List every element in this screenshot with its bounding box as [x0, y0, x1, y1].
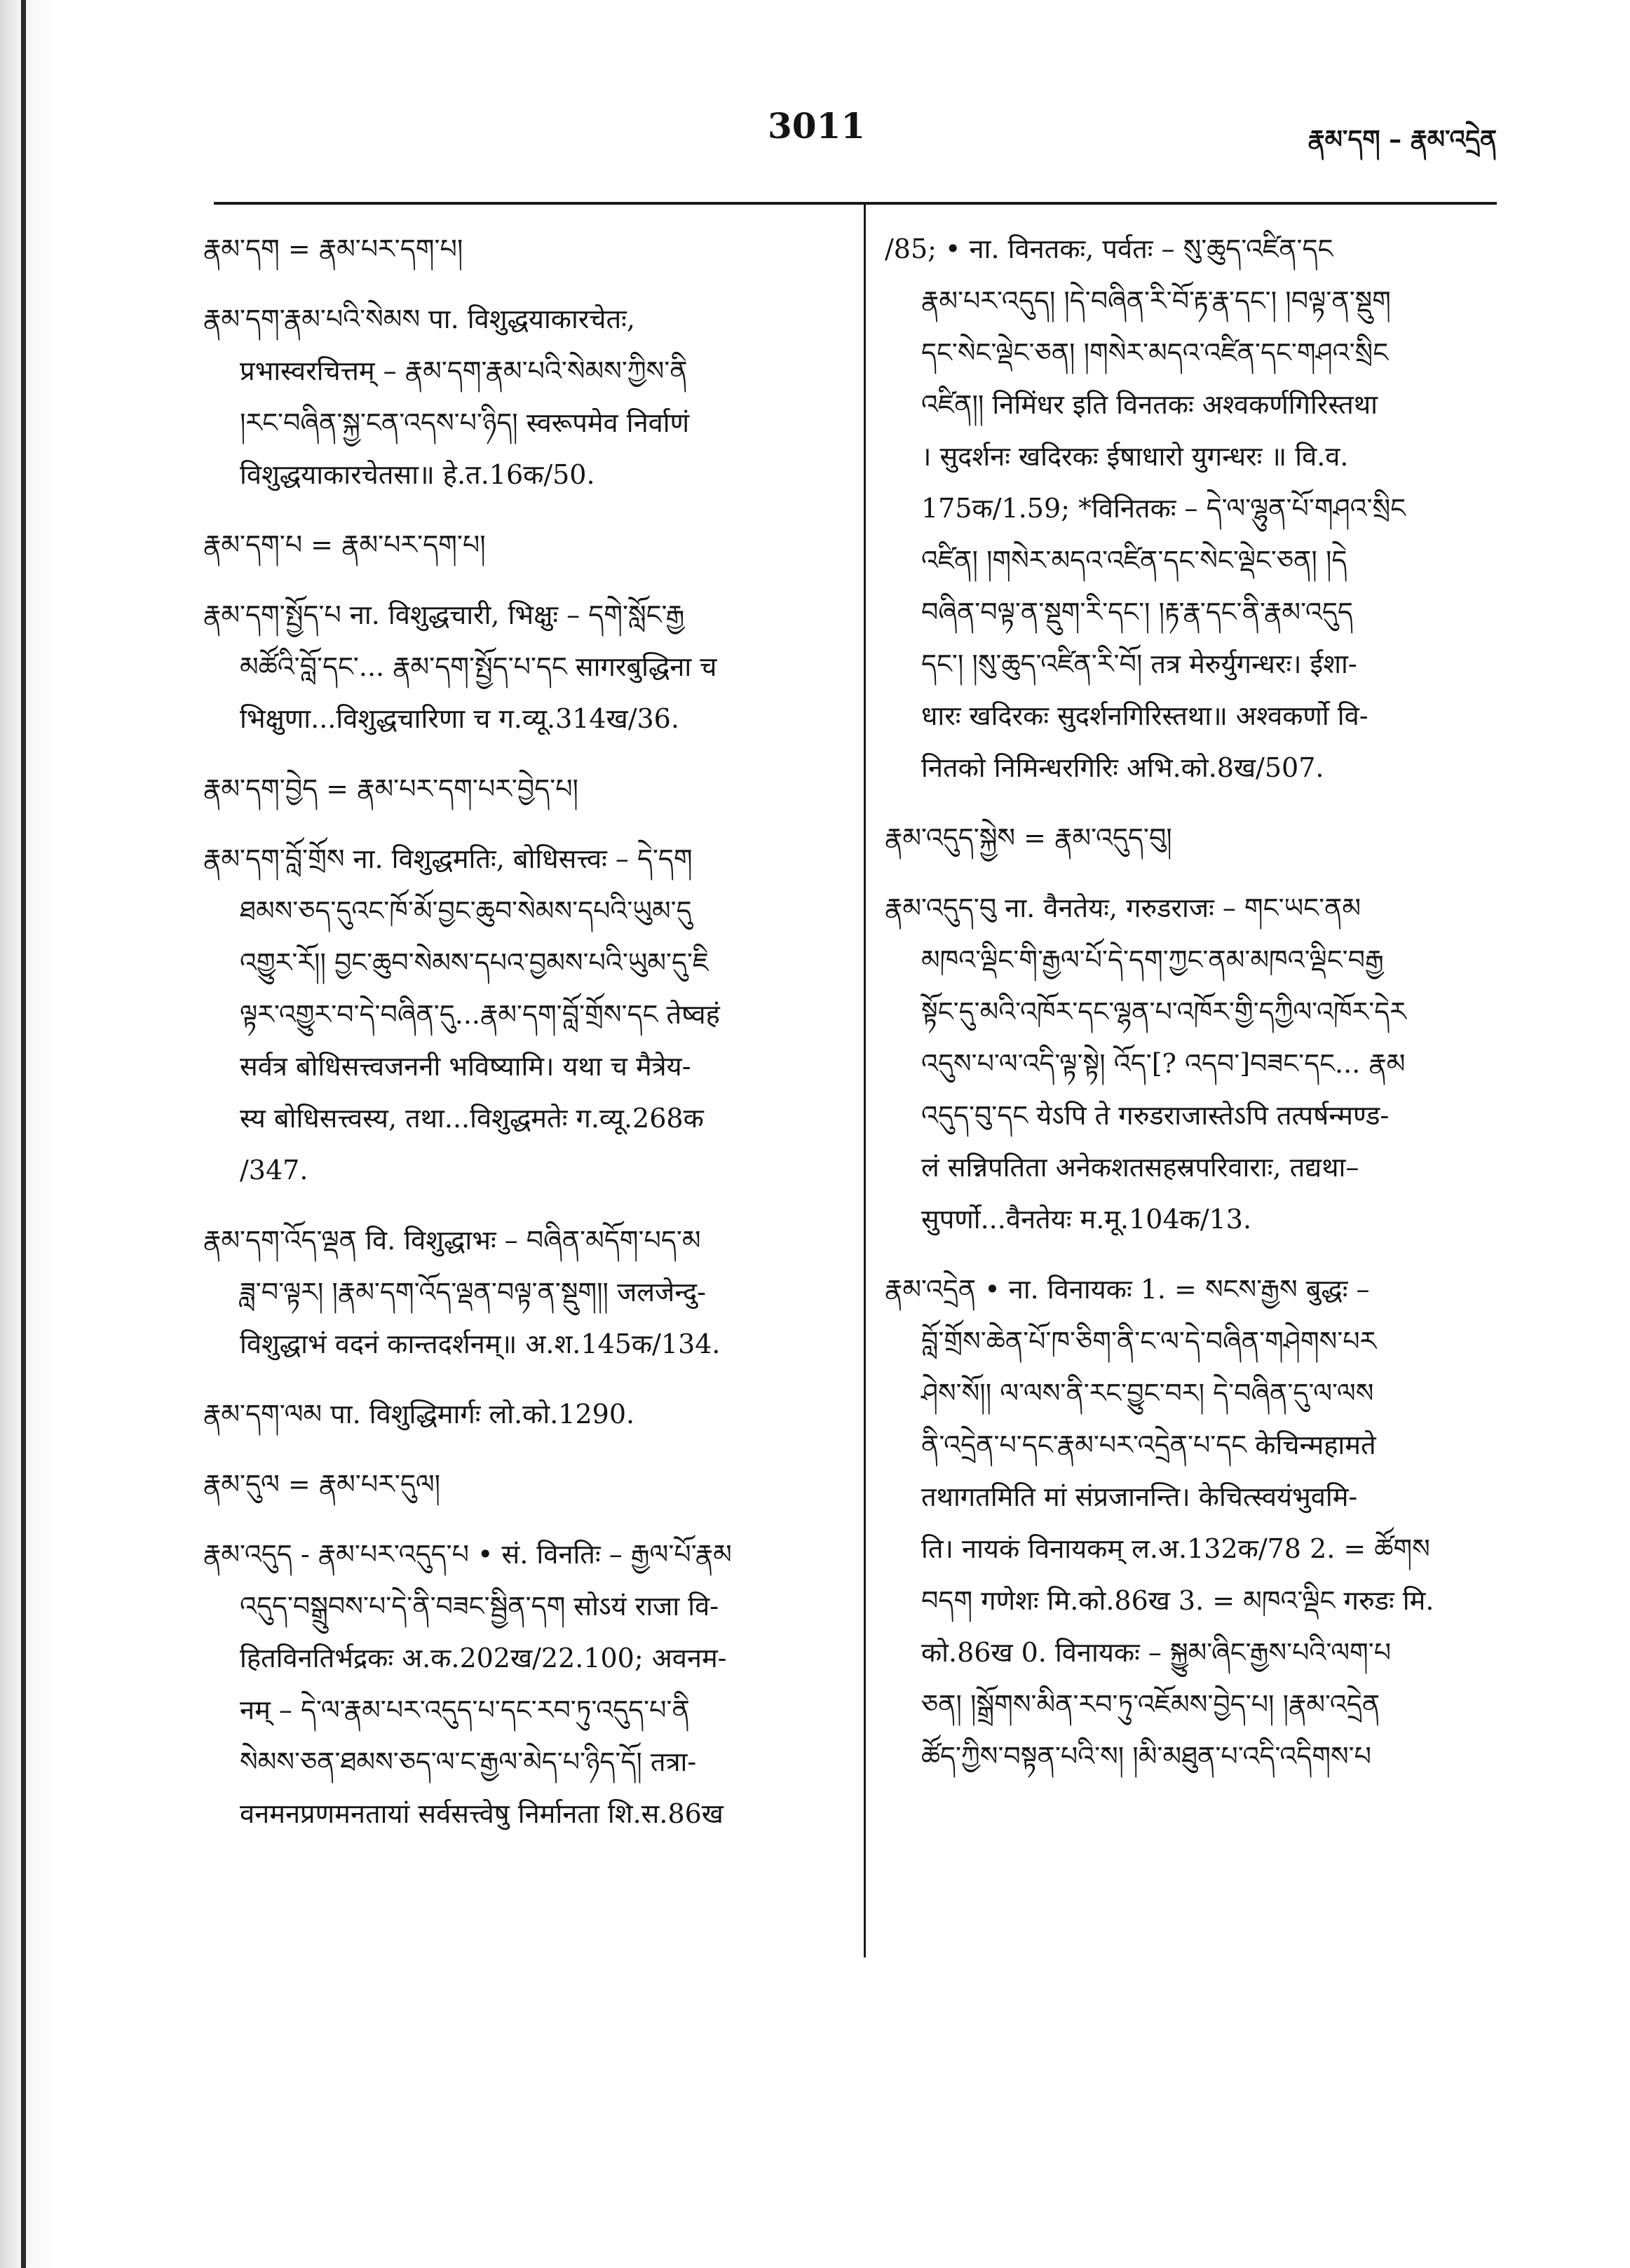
- entry-line: वनमनप्रणमनतायां सर्वसत्त्वेषु निर्मानता शि.स.86ख: [240, 1798, 724, 1829]
- entry-line: ཤེས་སོ།། ལ་ལས་ནི་རང་བྱུང་བར། དེ་བཞིན་དུ་ལ་ལས: [921, 1378, 1374, 1408]
- entry-line: ལྟར་འགྱུར་བ་དེ་བཞིན་དུ...རྣམ་དག་བློ་གྲོས་དང तेष्वहं: [240, 999, 720, 1030]
- entry-headline: རྣམ་འདུད་བུ ना. वैनतेयः, गरुडराजः – གང་ཡང་ནམ: [885, 892, 1361, 923]
- entry-headline: རྣམ་དག་བློ་གྲོས ना. विशुद्धमतिः, बोधिसत्त्वः – དེ་དག: [203, 843, 693, 874]
- entry-headline: རྣམ་དག་རྣམ་པའི་སེམས पा. विशुद्धयाकारचेतः,: [203, 304, 635, 334]
- entry-headline: རྣམ་དག = རྣམ་པར་དག་པ།: [203, 233, 463, 264]
- entry-line: । सुदर्शनः खदिरकः ईषाधारो युगन्धरः ॥ वि.व.: [921, 441, 1349, 472]
- dictionary-entry: [203, 1388, 848, 1440]
- entry-line: सुपर्णो...वैनतेयः म.मू.104क/13.: [921, 1204, 1252, 1235]
- dictionary-entry: [203, 1458, 848, 1510]
- entry-headline: རྣམ་དག་བྱེད = རྣམ་པར་དག་པར་བྱེད་པ།: [203, 773, 578, 804]
- entry-headline: རྣམ་དག་ལམ पा. विशुद्धिमार्गः लो.को.1290.: [203, 1399, 635, 1430]
- entry-line: སེམས་ཅན་ཐམས་ཅད་ལ་ང་རྒྱལ་མེད་པ་ཉིད་དོ། तत्रा-: [240, 1746, 697, 1777]
- entry-headline: རྣམ་དག་སྤྱོད་པ ना. विशुद्धचारी, भिक्षुः – དགེ་སློང་རྒྱ: [203, 599, 685, 630]
- dictionary-entry: [885, 812, 1502, 864]
- dictionary-entry: [203, 293, 848, 501]
- entry-line: नम् – དེ་ལ་རྣམ་པར་འདུད་པ་དང་རབ་ཏུ་འདུད་པ་ནི: [240, 1695, 690, 1725]
- entry-headline: རྣམ་དག་འོད་ལྡན वि. विशुद्धाभः – བཞིན་མདོག་པད་མ: [203, 1225, 701, 1256]
- entry-line: ति। नायकं विनायकम् ल.अ.132क/78 2. = ཚོགས: [921, 1533, 1430, 1564]
- dictionary-entry: [203, 1528, 848, 1840]
- entry-line: स्य बोधिसत्त्वस्य, तथा...विशुद्धमतेः ग.व्यू.268क: [240, 1103, 704, 1134]
- entry-line: འདུད་བསྒྲུབས་པ་དེ་ནི་བཟང་སྦྱིན་དག सोऽयं राजा वि-: [240, 1591, 719, 1622]
- entry-line: འགྱུར་རོ།། བྱང་ཆུབ་སེམས་དཔའ་བྱམས་པའི་ཡུམ་དུ་ཇི: [240, 947, 709, 978]
- entry-line: །རང་བཞིན་སྐྱ་ངན་འདས་པ་ཉིད། स्वरूपमेव निर्वाणं: [240, 407, 690, 438]
- entry-headline: /85; • ना. विनतकः, पर्वतः – སུ་ཆུད་འཛིན་དང: [885, 233, 1333, 264]
- entry-line: विशुद्धाभं वदनं कान्तदर्शनम्॥ अ.श.145क/134.: [240, 1329, 721, 1359]
- entry-line: བདག गणेशः मि.को.86ख 3. = མཁའ་ལྡིང गरुडः मि.: [921, 1585, 1434, 1616]
- entry-line: ཅན། །སྒྲོགས་མིན་རབ་ཏུ་འཇོམས་བྱེད་པ། །རྣམ་འདྲེན: [921, 1689, 1380, 1720]
- entry-headline: རྣམ་དག་པ = རྣམ་པར་དག་པ།: [203, 529, 486, 560]
- dictionary-entry: [885, 1263, 1502, 1782]
- dictionary-entry: [203, 833, 848, 1196]
- dictionary-entry: [885, 223, 1502, 794]
- dictionary-entry: [203, 519, 848, 571]
- entry-line: हितविनतिर्भद्रकः अ.क.202ख/22.100; अवनम-: [240, 1643, 727, 1673]
- dictionary-entry: [203, 589, 848, 745]
- entry-line: དང་སེང་ལྡེང་ཅན། །གསེར་མདའ་འཛིན་དང་གཤའ་སྲིང: [921, 337, 1389, 368]
- dictionary-entry: [203, 1214, 848, 1370]
- binding-shadow-line: [21, 0, 26, 2268]
- entry-line: འདུས་པ་ལ་འདི་ལྟ་སྟེ། འོད་[? འདབ་]བཟང་དང... རྣམ: [921, 1048, 1406, 1079]
- header-rule: [214, 202, 1497, 205]
- left-column: [203, 223, 848, 1858]
- dictionary-entry: [885, 882, 1502, 1245]
- entry-line: तथागतमिति मां संप्रजानन्ति। केचित्स्वयंभुवमि-: [921, 1481, 1358, 1512]
- entry-line: ཐམས་ཅད་དུའང་ཁོ་མོ་བྱང་ཆུབ་སེམས་དཔའི་ཡུམ་དུ: [240, 895, 692, 926]
- entry-line: /347.: [240, 1155, 308, 1186]
- right-column: [885, 223, 1502, 1800]
- dictionary-entry: [203, 763, 848, 815]
- entry-line: लं सन्निपतिता अनेकशतसहस्रपरिवाराः, तद्यथा–: [921, 1152, 1359, 1183]
- entry-line: འཛིན།། निमिंधर इति विनतकः अश्वकर्णगिरिस्तथा: [921, 389, 1378, 420]
- entry-line: བཞིན་བལྟ་ན་སྡུག་རི་དང་། །རྟ་རྣ་དང་ནི་རྣམ་འདུད: [921, 597, 1353, 627]
- book-binding-edge: [0, 0, 56, 2268]
- entry-line: རྣམ་པར་འདུད། །དེ་བཞིན་རི་བོ་རྟ་རྣ་དང་། །བལྟ་ན་སྡུག: [921, 285, 1391, 316]
- entry-line: धारः खदिरकः सुदर्शनगिरिस्तथा॥ अश्वकर्णो वि-: [921, 700, 1368, 731]
- entry-line: མཚོའི་བློ་དང་... རྣམ་དག་སྤྱོད་པ་དང सागरबुद्धिना च: [240, 651, 717, 682]
- entry-line: ཚོད་ཀྱིས་བསྟན་པའི་ས། །མི་མཐུན་པ་འདི་འདིགས་པ: [921, 1741, 1372, 1772]
- entry-line: སྟོང་དུ་མའི་འཁོར་དང་ལྷན་པ་འཁོར་གྱི་དཀྱིལ་འཁོར་དེར: [921, 996, 1406, 1027]
- entry-line: सर्वत्र बोधिसत्त्वजननी भविष्यामि। यथा च मैत्रेय-: [240, 1051, 691, 1082]
- entry-line: དང་། །སུ་ཆུད་འཛིན་རི་བོ། तत्र मेरुर्युगन्धरः। ईशा-: [921, 649, 1357, 679]
- entry-headline: རྣམ་འདྲེན • ना. विनायकः 1. = སངས་རྒྱས बुद्धः –: [885, 1274, 1370, 1305]
- entry-line: भिक्षुणा...विशुद्धचारिणा च ग.व्यू.314ख/36.: [240, 703, 679, 734]
- entry-line: विशुद्धयाकारचेतसा॥ हे.त.16क/50.: [240, 459, 595, 490]
- entry-line: འཛིན། །གསེར་མདའ་འཛིན་དང་སེང་ལྡེང་ཅན། །དེ: [921, 545, 1347, 576]
- entry-line: འདུད་བུ་དང येऽपि ते गरुडराजास्तेऽपि तत्पर्षन्मण्ड-: [921, 1100, 1390, 1131]
- entry-line: ནི་འདྲེན་པ་དང་རྣམ་པར་འདྲེན་པ་དང केचिन्महामते: [921, 1430, 1376, 1460]
- entry-headline: རྣམ་དུལ = རྣམ་པར་དུལ།: [203, 1469, 441, 1500]
- entry-line: नितको निमिन्धरगिरिः अभि.को.8ख/507.: [921, 752, 1324, 783]
- entry-line: བློ་གྲོས་ཆེན་པོ་ཁ་ཅིག་ནི་ང་ལ་དེ་བཞིན་གཤེགས་པར: [921, 1326, 1377, 1357]
- entry-line: ཟླ་བ་ལྟར། །རྣམ་དག་འོད་ལྡན་བལྟ་ན་སྡུག།། जलजेन्दु-: [240, 1277, 706, 1308]
- entry-line: प्रभास्वरचित्तम् – རྣམ་དག་རྣམ་པའི་སེམས་ཀྱིས་ནི: [240, 355, 688, 386]
- entry-headline: རྣམ་འདུད་སྐྱེས = རྣམ་འདུད་བུ།: [885, 822, 1172, 853]
- entry-line: को.86ख 0. विनायकः – སྐྱུམ་ཞིང་རྒྱས་པའི་ལག་པ: [921, 1637, 1392, 1668]
- page-number: 3011: [768, 105, 866, 147]
- entry-line: 175क/1.59; *विनितकः – དེ་ལ་ལྷུན་པོ་གཤའ་སྲིང: [921, 493, 1406, 524]
- entry-headline: རྣམ་འདུད - རྣམ་པར་འདུད་པ • सं. विनतिः – རྒྱལ་པོ་རྣམ: [203, 1539, 732, 1570]
- dictionary-entry: [203, 223, 848, 275]
- entry-line: མཁའ་ལྡིང་གི་རྒྱལ་པོ་དེ་དག་ཀྱང་ནམ་མཁའ་ལྡིང་བརྒྱ: [921, 944, 1384, 975]
- column-divider: [864, 205, 866, 1957]
- running-head: རྣམ་དག – རྣམ་འདྲེན: [1308, 125, 1497, 154]
